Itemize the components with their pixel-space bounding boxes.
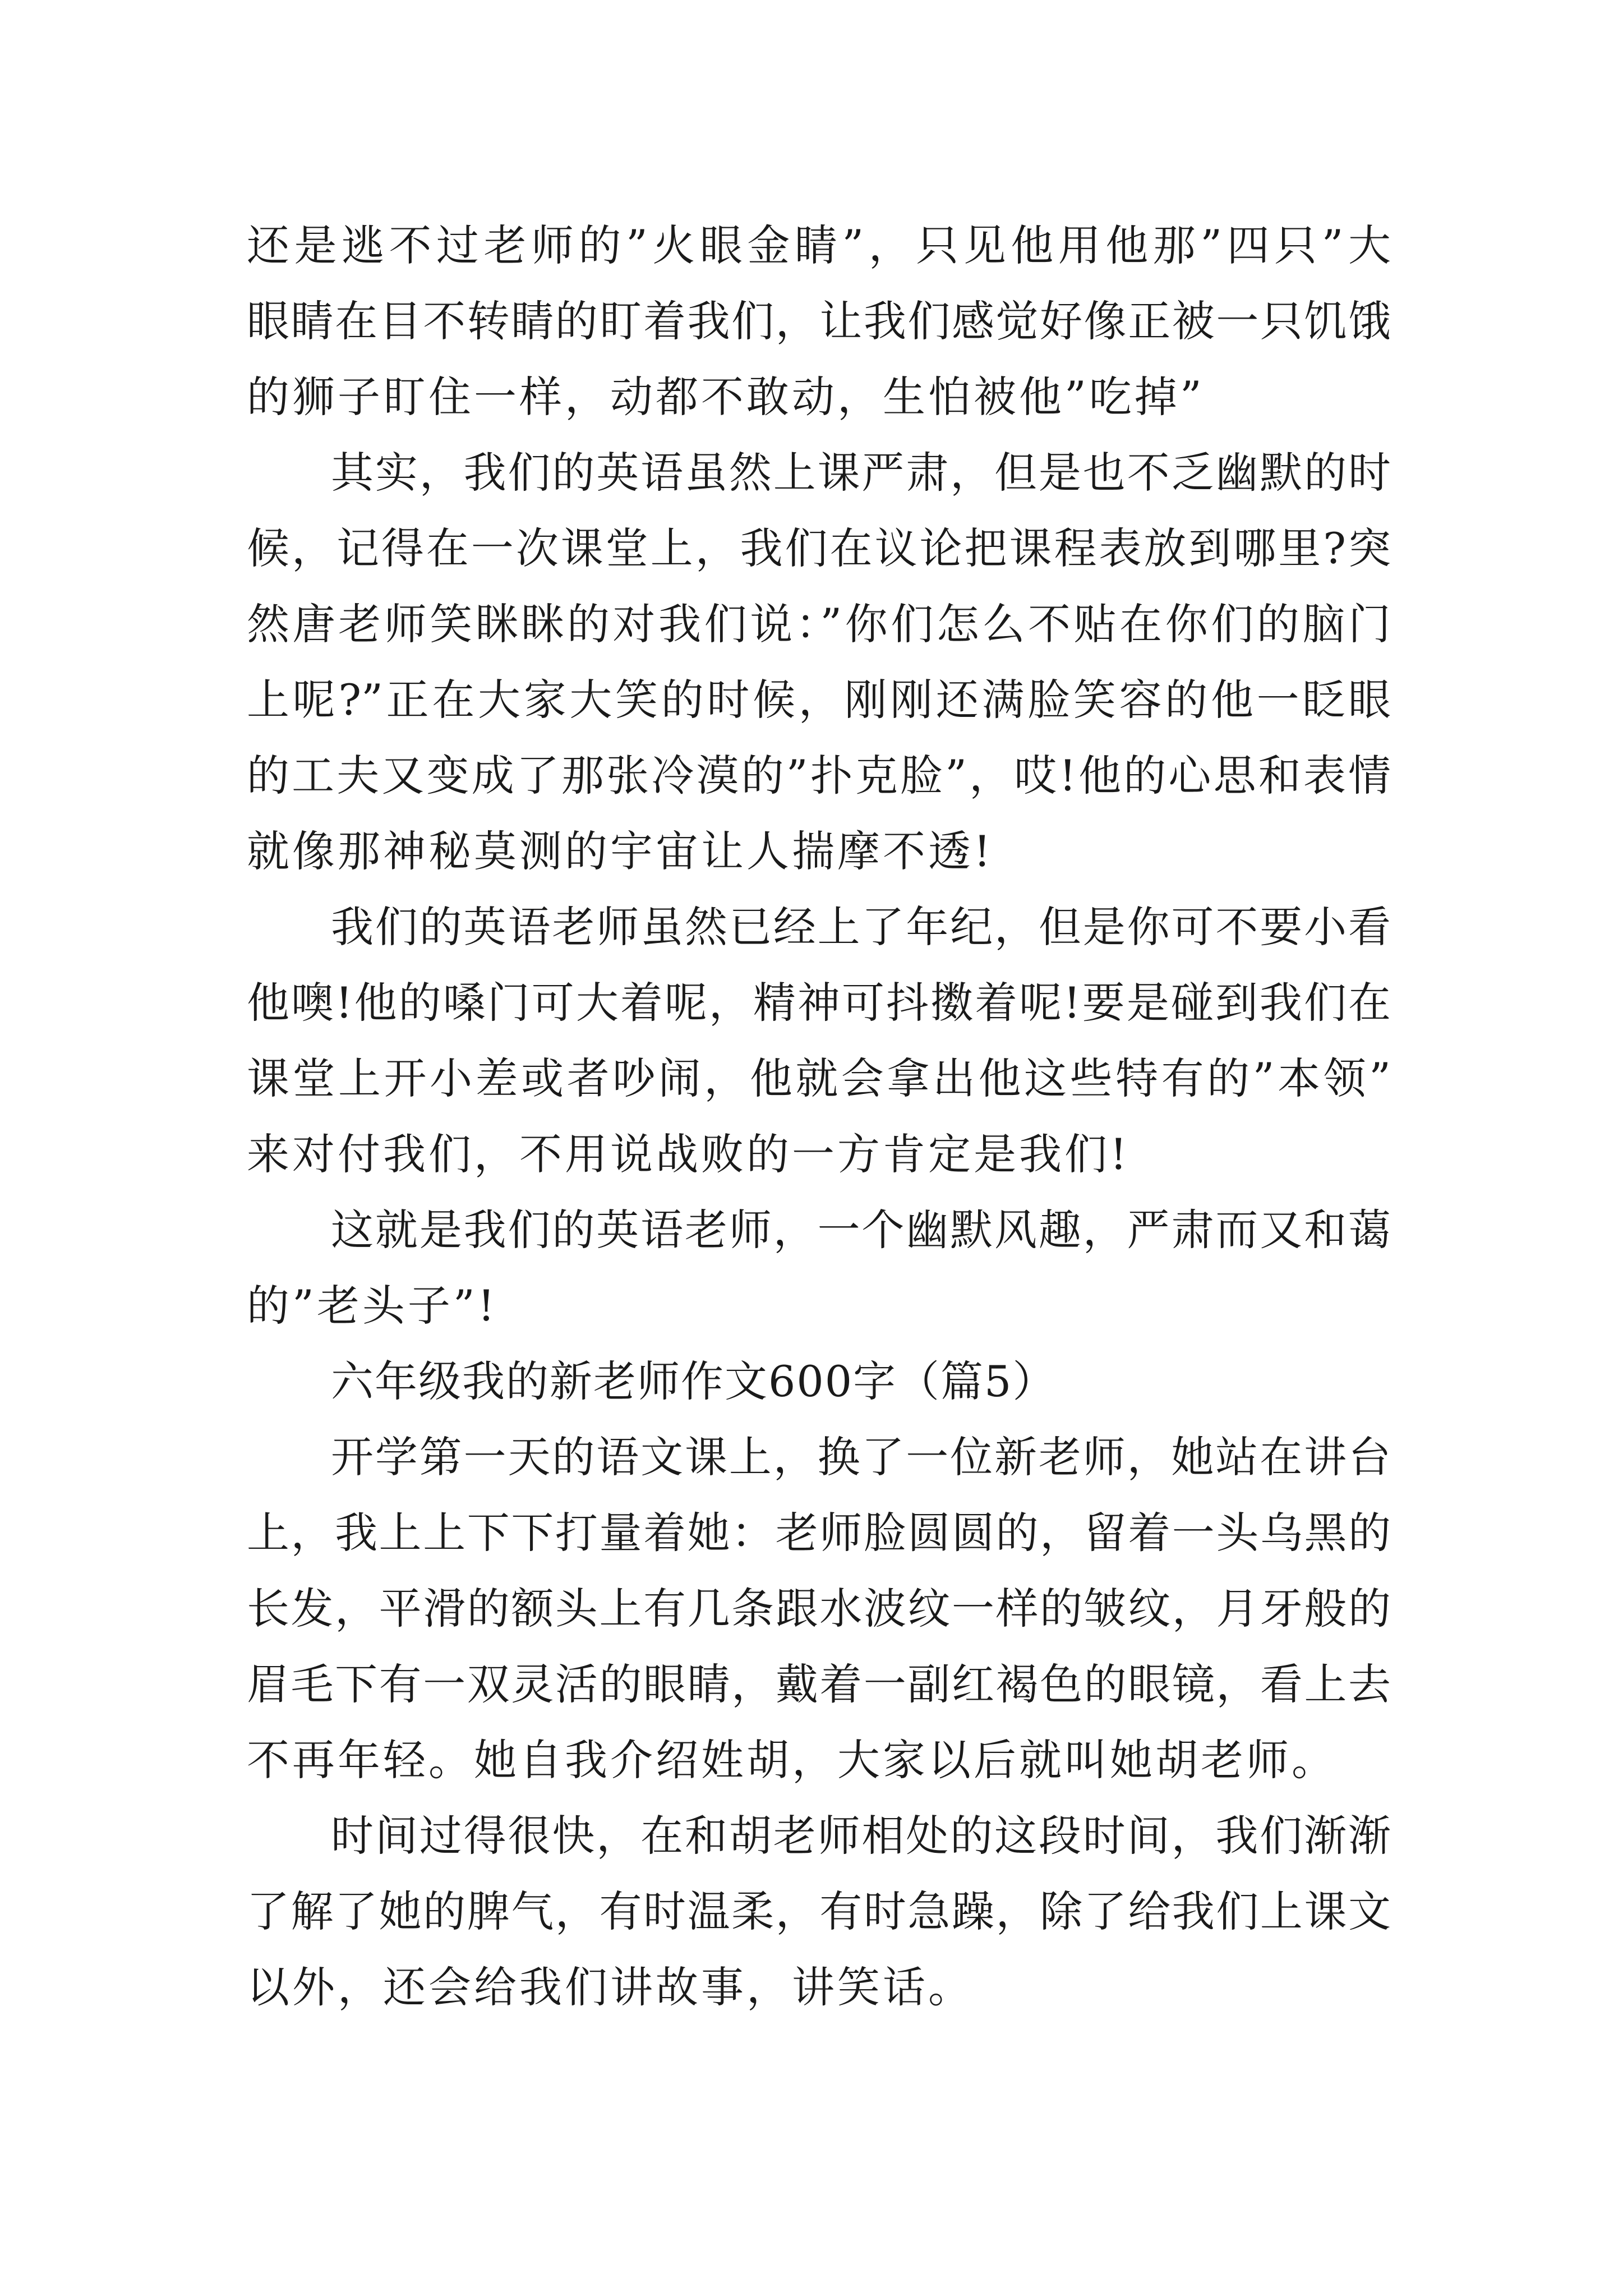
text-line: 候，记得在一次课堂上，我们在议论把课程表放到哪里?突 (247, 523, 1391, 573)
text-line: 课堂上开小差或者吵闹，他就会拿出他这些特有的”本领” (247, 1053, 1391, 1103)
text-line: 不再年轻。她自我介绍姓胡，大家以后就叫她胡老师。 (247, 1735, 1337, 1785)
text-line: 上呢?”正在大家大笑的时候，刚刚还满脸笑容的他一眨眼 (247, 675, 1391, 725)
text-line: 了解了她的脾气，有时温柔，有时急躁，除了给我们上课文 (247, 1887, 1391, 1936)
text-line: 然唐老师笑眯眯的对我们说：”你们怎么不贴在你们的脑门 (247, 599, 1391, 649)
paragraph-first-line: 我们的英语老师虽然已经上了年纪，但是你可不要小看 (331, 902, 1391, 952)
text-line: 就像那神秘莫测的宇宙让人揣摩不透! (247, 826, 994, 876)
paragraph-first-line: 其实，我们的英语虽然上课严肃，但是也不乏幽默的时 (331, 448, 1391, 498)
text-line: 以外，还会给我们讲故事，讲笑话。 (247, 1962, 974, 2012)
text-line: 眼睛在目不转睛的盯着我们，让我们感觉好像正被一只饥饿 (247, 296, 1391, 346)
section-heading: 六年级我的新老师作文600字（篇5） (331, 1356, 1057, 1406)
text-line: 长发，平滑的额头上有几条跟水波纹一样的皱纹，月牙般的 (247, 1584, 1391, 1634)
paragraph-first-line: 时间过得很快，在和胡老师相处的这段时间，我们渐渐 (331, 1811, 1391, 1861)
text-line: 的工夫又变成了那张冷漠的”扑克脸”，哎!他的心思和表情 (247, 751, 1391, 800)
text-line: 上，我上上下下打量着她：老师脸圆圆的，留着一头乌黑的 (247, 1508, 1391, 1558)
paragraph-first-line: 这就是我们的英语老师，一个幽默风趣，严肃而又和蔼 (331, 1205, 1391, 1255)
text-line: 来对付我们，不用说战败的一方肯定是我们! (247, 1129, 1130, 1179)
essay-body (247, 208, 1391, 2025)
text-line: 他噢!他的嗓门可大着呢，精神可抖擞着呢!要是碰到我们在 (247, 978, 1391, 1028)
text-line: 的”老头子”! (247, 1281, 498, 1331)
paragraph-first-line: 开学第一天的语文课上，换了一位新老师，她站在讲台 (331, 1432, 1391, 1482)
text-line: 的狮子盯住一样，动都不敢动，生怕被他”吃掉” (247, 372, 1205, 422)
text-line: 还是逃不过老师的”火眼金睛”，只见他用他那”四只”大 (247, 220, 1391, 270)
text-line: 眉毛下有一双灵活的眼睛，戴着一副红褐色的眼镜，看上去 (247, 1659, 1391, 1709)
